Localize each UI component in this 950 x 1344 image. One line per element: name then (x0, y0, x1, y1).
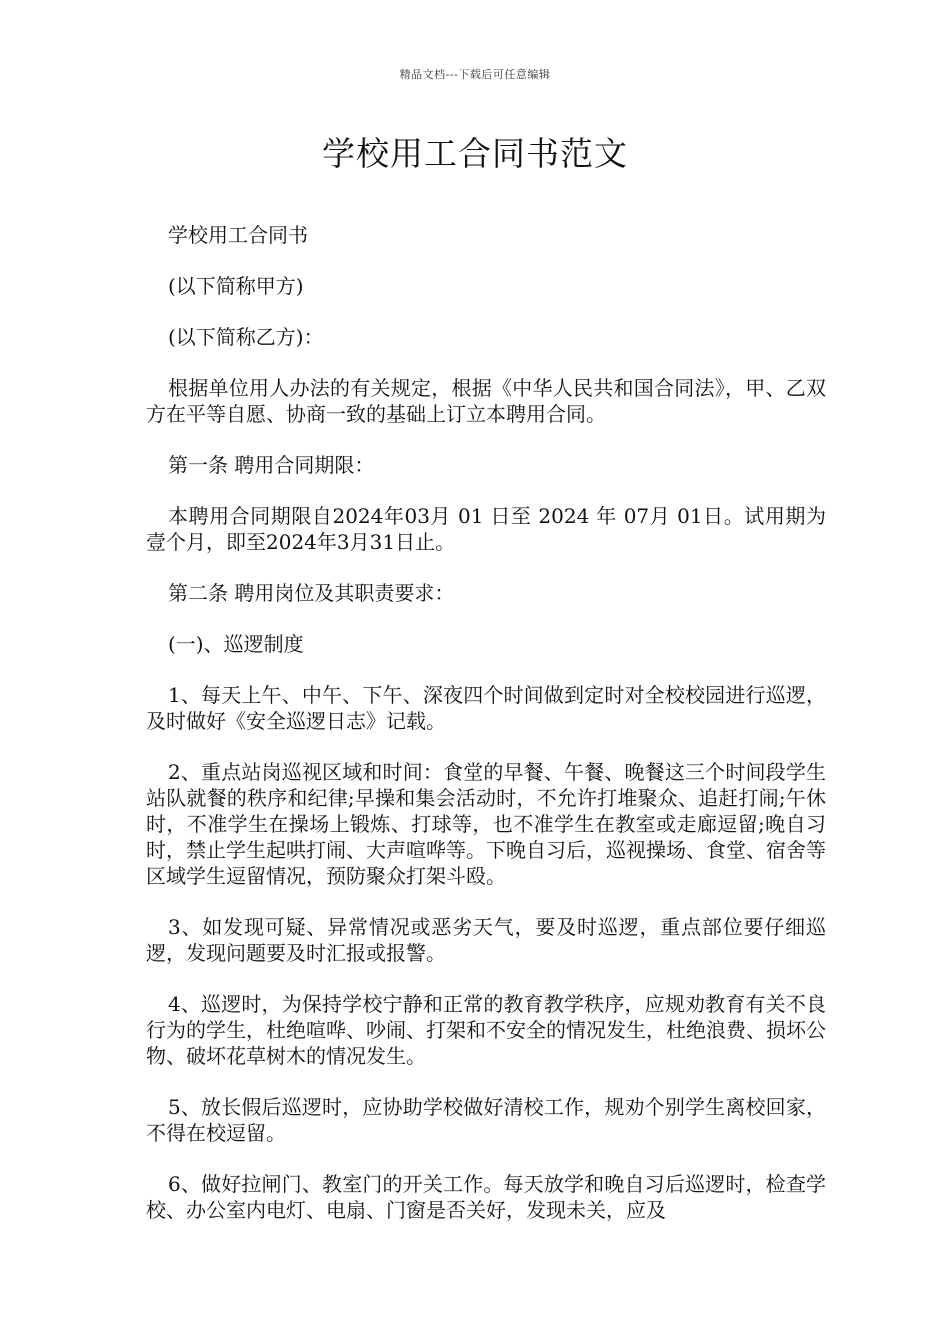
paragraph-section-patrol: (一)、巡逻制度 (168, 632, 304, 656)
paragraph-item-5: 5、放长假后巡逻时，应协助学校做好清校工作，规劝个别学生离校回家，不得在校逗留。 (146, 1095, 826, 1145)
header-note: 精品文档---下载后可任意编辑 (399, 68, 551, 81)
paragraph-article-1-body: 本聘用合同期限自2024年03月 01 日至 2024 年 07月 01日。试用期为壹个月，即至2024年3月31日止。 (146, 504, 826, 554)
paragraph-party-a: (以下简称甲方) (168, 274, 304, 298)
paragraph-item-3: 3、如发现可疑、异常情况或恶劣天气，要及时巡逻，重点部位要仔细巡逻，发现问题要及时汇报或报警。 (146, 915, 826, 965)
document-body (146, 222, 826, 1248)
paragraph-item-6: 6、做好拉闸门、教室门的开关工作。每天放学和晚自习后巡逻时，检查学校、办公室内电灯、电扇、门窗是否关好，发现未关，应及 (146, 1172, 826, 1222)
paragraph-article-1-heading: 第一条 聘用合同期限： (168, 453, 375, 477)
paragraph-item-2: 2、重点站岗巡视区域和时间：食堂的早餐、午餐、晚餐这三个时间段学生站队就餐的秩序和纪律;早操和集会活动时，不允许打堆聚众、追赶打闹;午休时，不准学生在操场上锻炼、打球等，也不准学生在教室或走廊逗留;晚自习时，禁止学生起哄打闹、大声喧哗等。下晚自习后，巡视操场、食堂、宿舍等区域学生逗留情况，预防聚众打架斗殴。 (146, 760, 826, 888)
document-title: 学校用工合同书范文 (322, 134, 628, 173)
paragraph-party-b: (以下简称乙方)： (168, 325, 324, 349)
paragraph-article-2-heading: 第二条 聘用岗位及其职责要求： (168, 581, 455, 605)
paragraph-item-4: 4、巡逻时，为保持学校宁静和正常的教育教学秩序，应规劝教育有关不良行为的学生，杜绝喧哗、吵闹、打架和不安全的情况发生，杜绝浪费、损坏公物、破坏花草树木的情况发生。 (146, 992, 826, 1068)
paragraph-contract-heading: 学校用工合同书 (168, 223, 308, 247)
paragraph-preamble: 根据单位用人办法的有关规定，根据《中华人民共和国合同法》，甲、乙双方在平等自愿、协商一致的基础上订立本聘用合同。 (146, 376, 826, 426)
paragraph-item-1: 1、每天上午、中午、下午、深夜四个时间做到定时对全校校园进行巡逻，及时做好《安全巡逻日志》记载。 (146, 683, 826, 733)
